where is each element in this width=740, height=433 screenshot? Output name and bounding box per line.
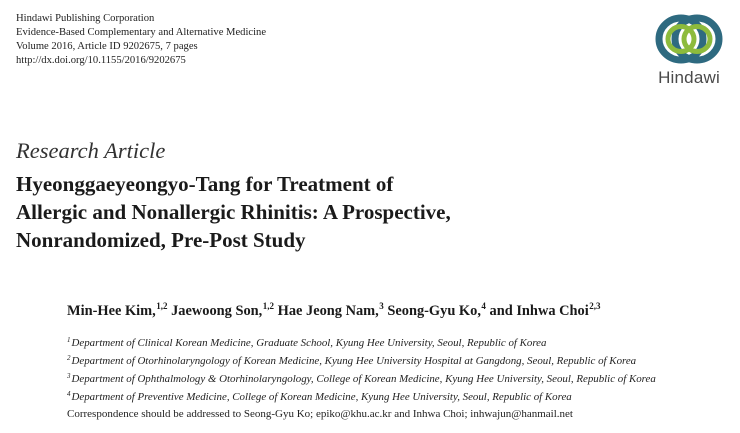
affiliation-item	[67, 387, 656, 405]
title-line: Nonrandomized, Pre-Post Study	[16, 228, 306, 252]
author-affiliation-marker: 3	[379, 301, 384, 311]
article-type: Research Article	[16, 138, 166, 163]
author-name: Jaewoong Son,	[171, 303, 263, 319]
publication-info	[16, 12, 266, 68]
affiliation-text: Department of Preventive Medicine, College of Korean Medicine, Kyung Hee University, Seoul, Republic of Korea	[71, 391, 572, 403]
author-name: Min-Hee Kim,	[67, 303, 156, 319]
author-name: Seong-Gyu Ko,	[387, 303, 481, 319]
hindawi-rings-icon	[648, 12, 730, 68]
author-name: Hae Jeong Nam,	[277, 303, 379, 319]
affiliation-item	[67, 333, 656, 351]
affiliation-number: 4	[67, 390, 71, 398]
affiliation-text: Department of Otorhinolaryngology of Korean Medicine, Kyung Hee University Hospital at Gangdong, Seoul, Republic of Korea	[71, 355, 637, 367]
affiliation-list	[67, 333, 656, 405]
article-title	[16, 170, 716, 254]
author-affiliation-marker: 1,2	[156, 301, 168, 311]
affiliation-number: 1	[67, 336, 71, 344]
author-affiliation-marker: 1,2	[262, 301, 275, 311]
correspondence-note: Correspondence should be addressed to Seong-Gyu Ko; epiko@khu.ac.kr and Inhwa Choi; inhwajun@hanmail.net	[67, 408, 573, 420]
author-affiliation-marker: 2,3	[589, 301, 601, 311]
author-affiliation-marker: 4	[481, 301, 486, 311]
journal-name: Evidence-Based Complementary and Alternative Medicine	[16, 27, 267, 38]
affiliation-item	[67, 351, 656, 369]
affiliation-item	[67, 369, 656, 387]
author-list	[67, 301, 600, 320]
title-line: Allergic and Nonallergic Rhinitis: A Prospective,	[16, 200, 451, 224]
volume-info: Volume 2016, Article ID 9202675, 7 pages	[16, 41, 198, 52]
affiliation-number: 2	[67, 354, 71, 362]
publisher-name: Hindawi Publishing Corporation	[16, 13, 155, 24]
affiliation-text: Department of Clinical Korean Medicine, Graduate School, Kyung Hee University, Seoul, Republic of Korea	[71, 337, 547, 349]
hindawi-logo	[648, 12, 730, 94]
affiliation-text: Department of Ophthalmology & Otorhinolaryngology, College of Korean Medicine, Kyung Hee University, Seoul, Republic of Korea	[71, 373, 656, 385]
hindawi-logo-text: Hindawi	[658, 68, 720, 87]
title-line: Hyeonggaeyeongyo-Tang for Treatment of	[16, 172, 394, 196]
doi-link[interactable]: http://dx.doi.org/10.1155/2016/9202675	[16, 55, 186, 66]
author-name: and Inhwa Choi	[489, 303, 589, 319]
affiliation-number: 3	[67, 372, 71, 380]
